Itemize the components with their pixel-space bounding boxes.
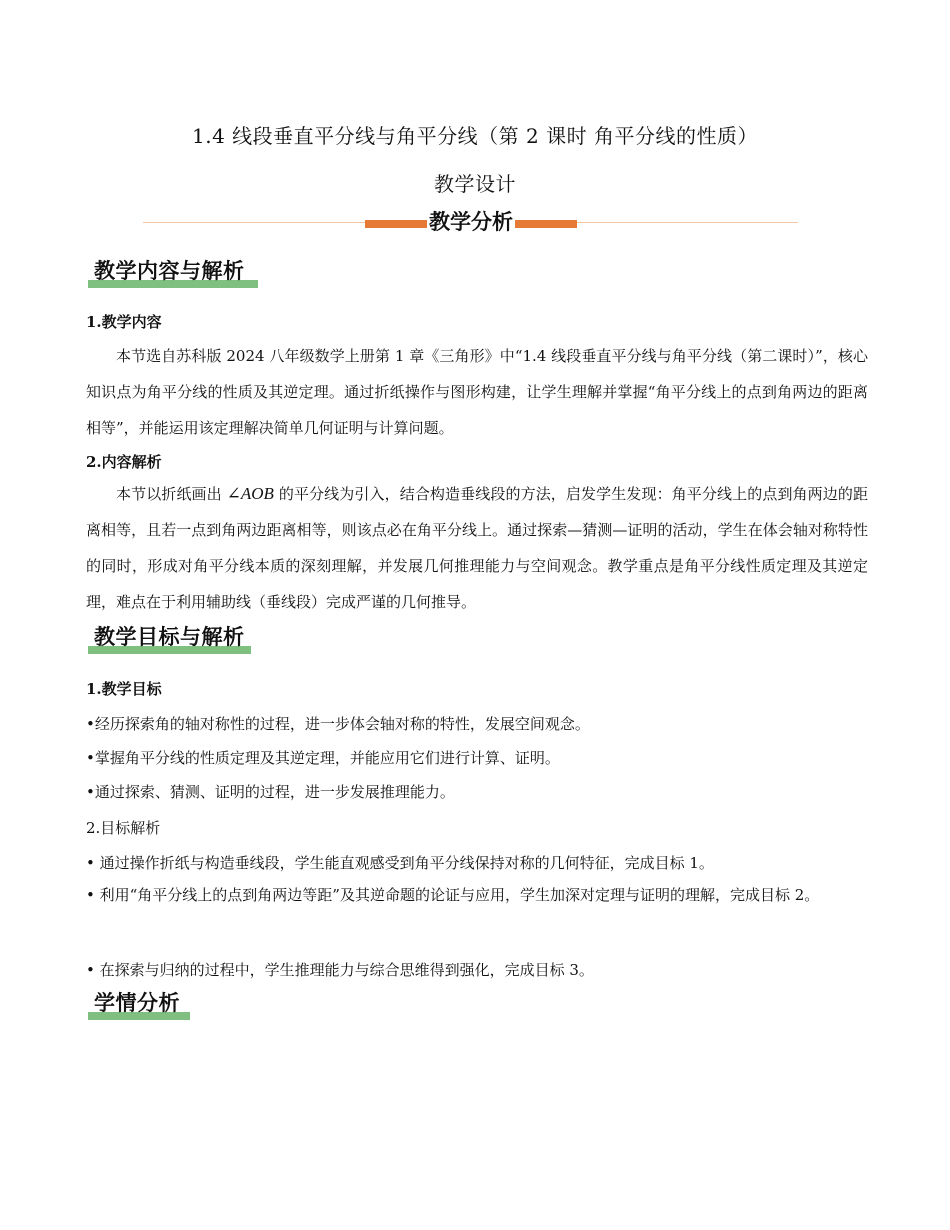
goal-item: •通过探索、猜测、证明的过程，进一步发展推理能力。 [86, 783, 455, 801]
heading-content-analysis: 2.内容解析 [86, 453, 162, 471]
section-title: 学情分析 [94, 991, 180, 1015]
banner-label: 教学分析 [427, 207, 515, 237]
goal-analysis-item: • 通过操作折纸与构造垂线段，学生能直观感受到角平分线保持对称的几何特征，完成目标 1。 [86, 854, 714, 872]
paragraph-content-analysis [86, 476, 868, 620]
goal-analysis-item: • 在探索与归纳的过程中，学生推理能力与综合思维得到强化，完成目标 3。 [86, 961, 594, 979]
angle-aob-math: ∠AOB [226, 484, 274, 503]
goal-analysis-item: • 利用“角平分线上的点到角两边等距”及其逆命题的论证与应用，学生加深对定理与证明的理解，完成目标 2。 [86, 886, 820, 904]
heading-goal-analysis: 2.目标解析 [86, 819, 161, 837]
goal-item: •经历探索角的轴对称性的过程，进一步体会轴对称的特性，发展空间观念。 [86, 715, 590, 733]
analysis-text-start: 本节以折纸画出 [116, 485, 227, 503]
goal-item: •掌握角平分线的性质定理及其逆定理，并能应用它们进行计算、证明。 [86, 749, 560, 767]
section-heading-content [88, 256, 245, 290]
section-heading-learner-analysis [88, 988, 180, 1022]
section-title: 教学内容与解析 [94, 259, 245, 283]
teaching-analysis-banner [143, 207, 798, 237]
section-title: 教学目标与解析 [94, 625, 245, 649]
heading-teaching-goals: 1.教学目标 [86, 680, 162, 698]
section-heading-goals [88, 622, 245, 656]
document-subtitle: 教学设计 [434, 172, 516, 196]
paragraph-teaching-content: 本节选自苏科版 2024 八年级数学上册第 1 章《三角形》中“1.4 线段垂直平分线与角平分线（第二课时）”，核心知识点为角平分线的性质及其逆定理。通过折纸操作与图形构建，让学生理解并掌握“角平分线上的点到角两边的距离相等”，并能运用该定理解决简单几何证明与计算问题。 [86, 347, 868, 437]
analysis-text-rest: 的平分线为引入，结合构造垂线段的方法，启发学生发现：角平分线上的点到角两边的距离相等，且若一点到角两边距离相等，则该点必在角平分线上。通过探索—猜测—证明的活动，学生在体会轴对称特性的同时，形成对角平分线本质的深刻理解，并发展几何推理能力与空间观念。教学重点是角平分线性质定理及其逆定理，难点在于利用辅助线（垂线段）完成严谨的几何推导。 [86, 485, 868, 611]
heading-teaching-content: 1.教学内容 [86, 313, 162, 331]
document-title: 1.4 线段垂直平分线与角平分线（第 2 课时 角平分线的性质） [192, 124, 758, 148]
banner-bar-right [515, 220, 577, 228]
banner-bar-left [365, 220, 427, 228]
